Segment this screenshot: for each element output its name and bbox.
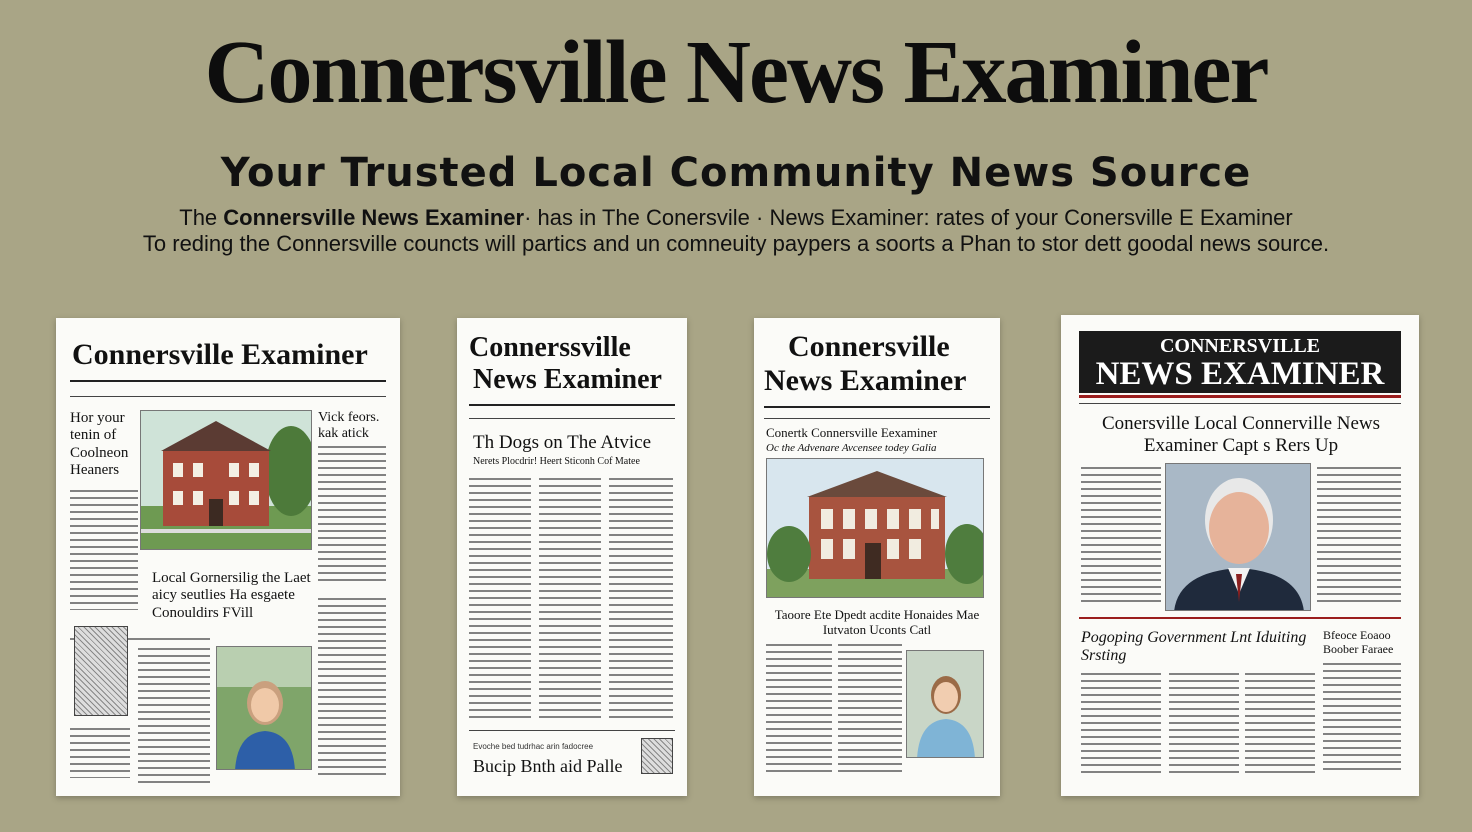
text-column (469, 478, 531, 718)
subhead: Nerets Plocdrir! Heert Sticonh Cof Matee (473, 456, 640, 467)
newspaper-front-page-1[interactable] (56, 318, 400, 796)
text-column (609, 478, 673, 718)
text-column (1081, 673, 1161, 773)
title-rule (70, 380, 386, 382)
paper-title-line-1: Connerssville (469, 332, 631, 363)
banner-top: CONNERSVILLE (1159, 335, 1321, 357)
school-building-illustration (767, 459, 984, 598)
intro-blurb (40, 205, 1432, 257)
sketch-illustration (641, 738, 673, 774)
title-rule (469, 404, 675, 406)
front-headline: Local Gornersilig the Laet aicy seutlies Ha esgaete Conouldirs FVill (152, 570, 311, 621)
front-headline: Conertk Connersville Eexaminer (766, 425, 938, 440)
blurb-prefix: The (179, 205, 224, 230)
subhead: Oc the Advenare Avcensee todey Galia (766, 442, 937, 454)
dateline-rule (70, 396, 386, 397)
man-portrait (1166, 464, 1311, 611)
paper-title-line-2: News Examiner (764, 364, 967, 397)
portrait-photo (906, 650, 984, 758)
text-column (318, 598, 386, 778)
text-column (1323, 663, 1401, 773)
paper-title-line-1: Connersville (788, 330, 950, 363)
blurb-rest: · has in The Conersvile · News Examiner: rates of your Conersville E Examiner (524, 205, 1293, 230)
paper-title-line-2: News Examiner (473, 364, 662, 395)
dateline-rule (1079, 403, 1401, 404)
sketch-illustration (74, 626, 128, 716)
accent-rule (1079, 395, 1401, 398)
text-column (766, 644, 832, 774)
tagline: Your Trusted Local Community News Source (220, 150, 1252, 196)
text-column (70, 490, 138, 610)
building-photo (140, 410, 312, 550)
side-heading: Hor your tenin of Coolneon Heaners (70, 410, 129, 478)
footer-headline: Bucip Bnth aid Palle (473, 756, 623, 776)
text-column (838, 644, 902, 774)
text-column (1317, 467, 1401, 607)
text-column (1245, 673, 1315, 773)
woman-portrait (217, 647, 312, 770)
blurb-line-2: To reding the Connersville councts will partics and un comneuity paypers a soorts a Phan to stor dett goodal news source. (142, 231, 1330, 256)
subhead: Pogoping Government Lnt Iduiting Srsting (1081, 629, 1307, 665)
text-column (138, 648, 210, 788)
masthead-banner (1079, 331, 1401, 393)
text-column (1081, 467, 1161, 607)
dateline-rule (764, 418, 990, 419)
dateline-rule (469, 418, 675, 419)
front-headline: Th Dogs on The Atvice (473, 432, 652, 453)
banner-main: NEWS EXAMINER (1095, 356, 1385, 392)
masthead-title: Connersville News Examiner (204, 23, 1268, 122)
text-column (539, 478, 601, 718)
woman-portrait (907, 651, 984, 758)
newspaper-front-page-4[interactable] (1061, 315, 1419, 796)
side-heading: Bfeoce Eoaoo Boober Faraee (1323, 628, 1394, 656)
brick-building-illustration (141, 411, 312, 550)
portrait-photo (216, 646, 312, 770)
accent-rule (1079, 617, 1401, 619)
footer-small-text: Evoche bed tudrhac arin fadocree (473, 742, 594, 751)
newspaper-front-page-2[interactable] (457, 318, 687, 796)
paper-title: Connersville Examiner (72, 338, 368, 371)
title-rule (764, 406, 990, 408)
portrait-photo (1165, 463, 1311, 611)
side-note: Vick feors. kak atick (318, 410, 380, 442)
blurb-line-1 (40, 205, 1432, 231)
blurb-paper-name: Connersville News Examiner (223, 205, 525, 230)
building-photo (766, 458, 984, 598)
photo-caption: Taoore Ete Dpedt acdite Honaides Mae Iutvaton Uconts Catl (774, 607, 980, 637)
newspaper-front-page-3[interactable] (754, 318, 1000, 796)
text-column (1169, 673, 1239, 773)
front-headline: Conersville Local Connerville News Examiner Capt s Rers Up (1101, 413, 1381, 456)
footer-rule (469, 730, 675, 731)
text-column (318, 446, 386, 586)
text-column (70, 728, 130, 778)
